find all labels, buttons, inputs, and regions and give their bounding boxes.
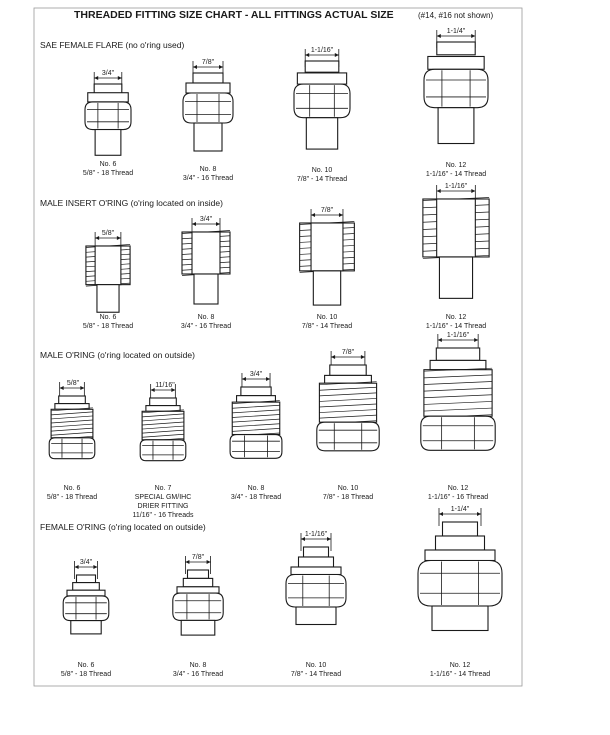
section-title-male-insert-oring: MALE INSERT O'RING (o'ring located on inside) [40, 198, 223, 208]
fo-no10-number: No. 10 [305, 662, 327, 669]
mio-no12-thread: 1-1/16" - 14 Thread [425, 323, 487, 330]
fo-no10-dim: 1-1/16" [304, 531, 328, 538]
mo-no12-fitting [421, 334, 495, 450]
mo-no7-special-2: DRIER FITTING [137, 503, 189, 510]
mio-no10-thread: 7/8" - 14 Thread [301, 323, 353, 330]
fo-no12-dim: 1-1/4" [450, 506, 470, 513]
fo-no8-fitting [173, 556, 223, 635]
mo-no8-thread: 3/4" - 18 Thread [230, 494, 282, 501]
fo-no12-thread: 1-1/16" - 14 Thread [429, 671, 491, 678]
mio-no10-fitting [300, 209, 355, 305]
mo-no6-fitting [49, 382, 95, 459]
mo-no10-number: No. 10 [337, 485, 359, 492]
mio-no6-fitting [86, 232, 130, 312]
mio-no8-fitting [182, 218, 230, 304]
mio-no10-number: No. 10 [316, 314, 338, 321]
mio-no8-number: No. 8 [197, 314, 215, 321]
mio-no6-thread: 5/8" - 18 Thread [82, 323, 134, 330]
sae-no10-thread: 7/8" - 14 Thread [296, 176, 348, 183]
mo-no12-thread: 1-1/16" - 16 Thread [427, 494, 489, 501]
mo-no10-fitting [317, 351, 379, 451]
sae-no10-dim: 1-1/16" [310, 47, 334, 54]
sae-no10-fitting [294, 49, 350, 149]
sae-no6-number: No. 6 [99, 161, 117, 168]
fo-no8-thread: 3/4" - 16 Thread [172, 671, 224, 678]
fo-no10-fitting [286, 533, 346, 625]
sae-no8-dim: 7/8" [201, 59, 215, 66]
mo-no10-thread: 7/8" - 18 Thread [322, 494, 374, 501]
mio-no12-number: No. 12 [445, 314, 467, 321]
mo-no7-number: No. 7 [154, 485, 172, 492]
mio-no8-thread: 3/4" - 16 Thread [180, 323, 232, 330]
fo-no10-thread: 7/8" - 14 Thread [290, 671, 342, 678]
chart-title-note: (#14, #16 not shown) [418, 11, 494, 20]
mio-no6-dim: 5/8" [101, 230, 115, 237]
fo-no6-number: No. 6 [77, 662, 95, 669]
mio-no6-number: No. 6 [99, 314, 117, 321]
section-title-female-oring: FEMALE O'RING (o'ring located on outside) [40, 522, 206, 532]
fo-no6-thread: 5/8" - 18 Thread [60, 671, 112, 678]
sae-no6-dim: 3/4" [101, 70, 115, 77]
chart-title: THREADED FITTING SIZE CHART - ALL FITTINGS ACTUAL SIZE [74, 9, 394, 21]
mo-no8-dim: 3/4" [249, 371, 263, 378]
mio-no10-dim: 7/8" [320, 207, 334, 214]
fo-no6-dim: 3/4" [79, 559, 93, 566]
mo-no7-thread: 11/16" - 16 Threads [132, 512, 194, 519]
mio-no12-dim: 1-1/16" [444, 183, 468, 190]
fo-no12-fitting [418, 508, 502, 631]
mo-no6-number: No. 6 [63, 485, 81, 492]
mo-no7-dim: 11/16" [155, 382, 175, 389]
sae-no12-number: No. 12 [445, 162, 467, 169]
mo-no12-dim: 1-1/16" [446, 332, 470, 339]
mo-no6-thread: 5/8" - 18 Thread [46, 494, 98, 501]
mo-no10-dim: 7/8" [341, 349, 355, 356]
mio-no8-dim: 3/4" [199, 216, 213, 223]
fo-no6-fitting [63, 561, 109, 634]
sae-no6-thread: 5/8" - 18 Thread [82, 170, 134, 177]
mio-no12-fitting [423, 185, 489, 298]
mo-no7-special-1: SPECIAL GM/IHC [134, 494, 192, 501]
mo-no12-number: No. 12 [447, 485, 469, 492]
fo-no12-number: No. 12 [449, 662, 471, 669]
sae-no12-dim: 1-1/4" [446, 28, 466, 35]
mo-no8-fitting [230, 373, 282, 458]
mo-no8-number: No. 8 [247, 485, 265, 492]
mo-no6-dim: 5/8" [66, 380, 80, 387]
section-title-sae-female-flare: SAE FEMALE FLARE (no o'ring used) [40, 40, 185, 50]
sae-no8-fitting [183, 61, 233, 151]
sae-no12-thread: 1-1/16" - 14 Thread [425, 171, 487, 178]
sae-no6-fitting [85, 72, 131, 155]
sae-no12-fitting [424, 30, 488, 144]
mo-no7-fitting [140, 384, 186, 461]
sae-no8-thread: 3/4" - 16 Thread [182, 175, 234, 182]
sae-no10-number: No. 10 [311, 167, 333, 174]
fo-no8-number: No. 8 [189, 662, 207, 669]
fo-no8-dim: 7/8" [191, 554, 205, 561]
sae-no8-number: No. 8 [199, 166, 217, 173]
section-title-male-oring: MALE O'RING (o'ring located on outside) [40, 350, 195, 360]
